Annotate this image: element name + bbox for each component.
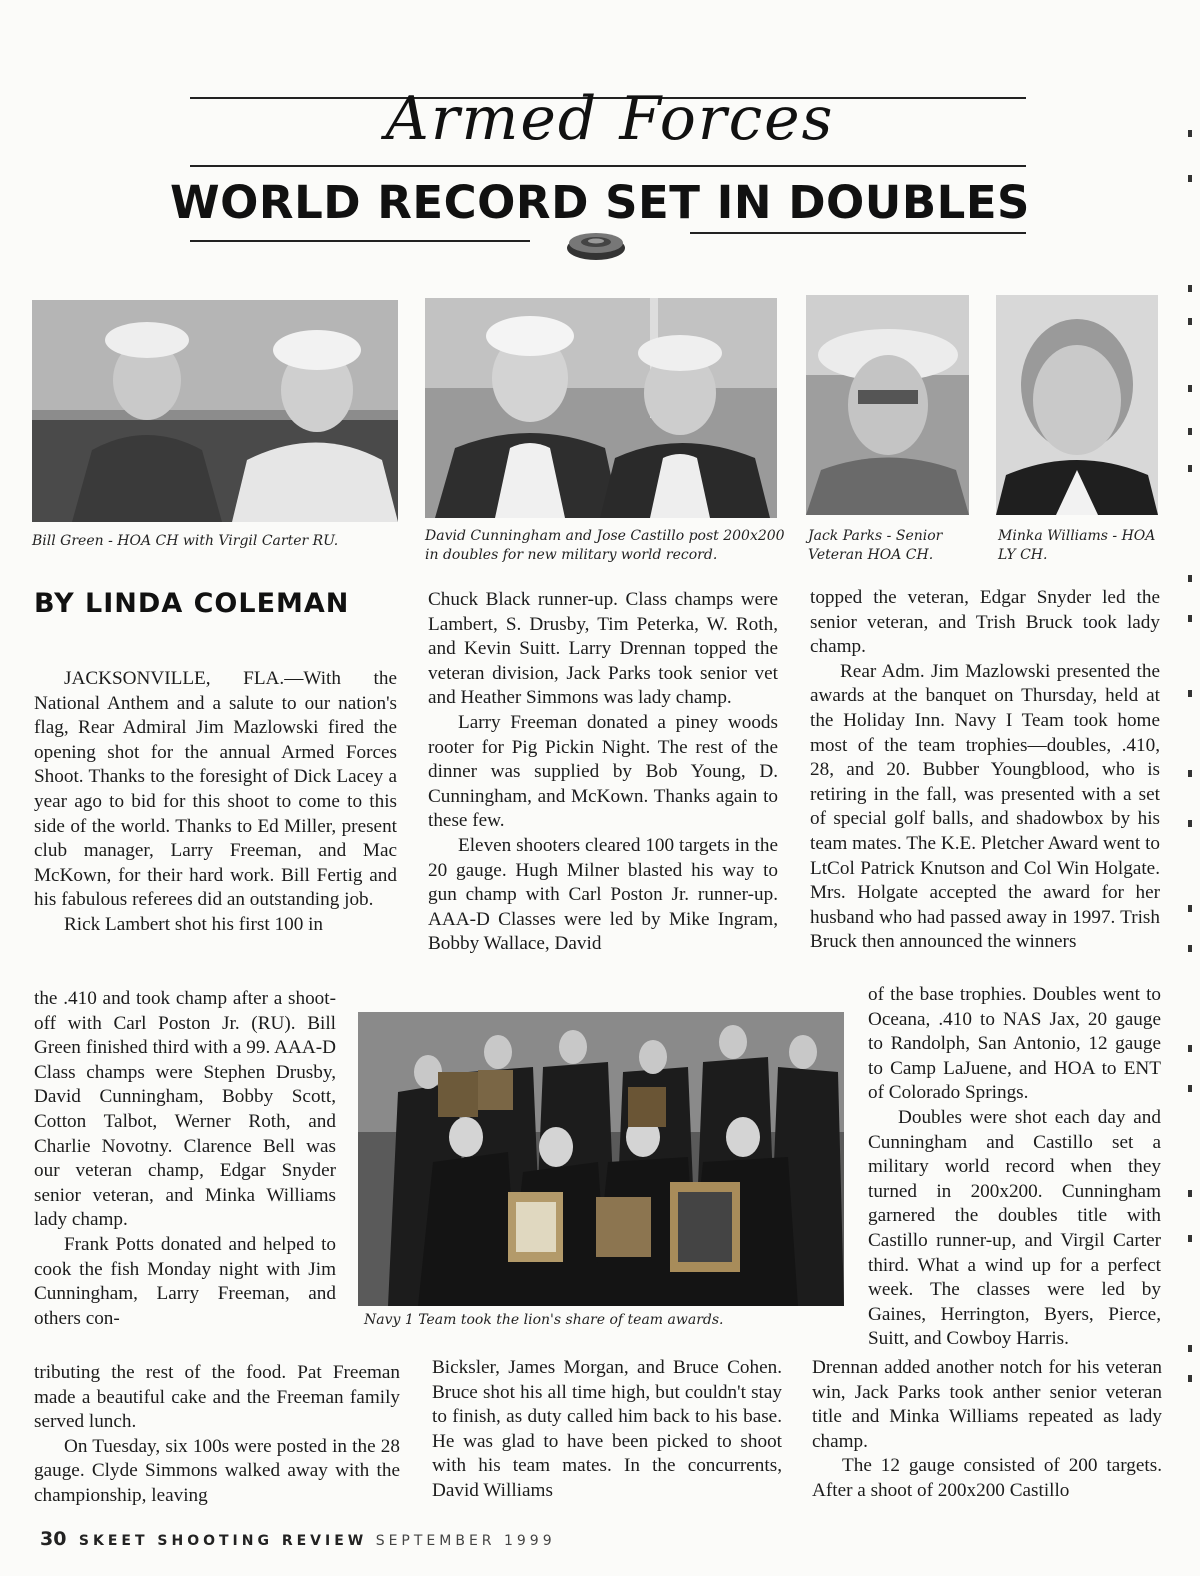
scan-mark <box>1188 575 1192 582</box>
photo5-caption: Navy 1 Team took the lion's share of team awards. <box>364 1312 724 1328</box>
col2-paragraph-4: Bicksler, James Morgan, and Bruce Cohen. Bruce shot his all time high, but couldn't stay to finish, as duty called him back to his base. He was glad to have been picked to shoot with his team mates. In the concurrents, David Williams <box>432 1357 782 1501</box>
column-3-top <box>810 586 1160 955</box>
column-1-top <box>34 667 397 938</box>
column-1-narrow <box>34 987 336 1331</box>
scan-mark <box>1188 175 1192 182</box>
col2-paragraph-2: Larry Freeman donated a piney woods rooter for Pig Pickin Night. The rest of the dinner was supplied by Bob Young, D. Cunningham, and McKown. Thanks again to these few. <box>428 711 778 832</box>
col3-paragraph-3: Doubles were shot each day and Cunningham and Castillo set a military world record when they turned in 200x200. Cunningham garnered the doubles title with Castillo runner-up, and Virgil Carter third. What a wind up for a perfect week. The classes were led by Gaines, Herrington, Byers, Pierce, Suitt, and Cowboy Harris. <box>868 1106 1161 1350</box>
col1-paragraph-1: JACKSONVILLE, FLA.—With the National Anthem and a salute to our nation's flag, Rear Admiral Jim Mazlowski fired the opening shot for the annual Armed Forces Shoot. Thanks to the foresight of Dick Lacey a year ago to bid for this shoot to come to this side of the world. Thanks to Ed Miller, present club manager, Larry Freeman, and Mac McKown, for their hard work. Bill Fertig and his fabulous referees did an outstanding job. <box>34 668 397 911</box>
scan-mark <box>1188 285 1192 292</box>
photo2-caption: David Cunningham and Jose Castillo post 200x200 in doubles for new military world record. <box>425 528 785 563</box>
col2-paragraph-1: Chuck Black runner-up. Class champs were Lambert, S. Drusby, Tim Peterka, W. Roth, and Kevin Suitt. Larry Drennan topped the veteran division, Jack Parks took senior vet and Heather Simmons was lady champ. <box>428 589 778 709</box>
scan-mark <box>1188 385 1192 392</box>
scan-mark <box>1188 1235 1192 1242</box>
scan-mark <box>1188 1085 1192 1092</box>
magazine-name: SKEET SHOOTING REVIEW <box>78 1533 368 1549</box>
scan-mark <box>1188 1190 1192 1197</box>
photo-jack-parks <box>806 295 969 515</box>
column-3-narrow <box>868 983 1161 1352</box>
col3-paragraph-5: The 12 gauge consisted of 200 targets. After a shoot of 200x200 Castillo <box>812 1455 1162 1501</box>
col1-paragraph-3-cont: tributing the rest of the food. Pat Freeman made a beautiful cake and the Freeman family served lunch. <box>34 1362 400 1433</box>
photo4-caption: Minka Williams - HOA LY CH. <box>998 528 1156 563</box>
clay-target-icon <box>565 228 627 262</box>
col2-paragraph-3: Eleven shooters cleared 100 targets in the 20 gauge. Hugh Milner blasted his way to gun champ with Carl Poston Jr. runner-up. AAA-D Classes were led by Mike Ingram, Bobby Wallace, David <box>428 834 778 955</box>
scan-mark <box>1188 1375 1192 1382</box>
scan-mark <box>1188 945 1192 952</box>
scan-mark <box>1188 820 1192 827</box>
photo-cunningham-castillo <box>425 298 777 518</box>
page-number: 30 <box>40 1528 67 1550</box>
col1-paragraph-2-start: Rick Lambert shot his first 100 in <box>64 913 324 935</box>
column-3-bottom <box>812 1356 1162 1504</box>
script-title: Armed Forces <box>385 84 835 154</box>
column-2-bottom <box>432 1356 782 1504</box>
col3-paragraph-4: Drennan added another notch for his veteran win, Jack Parks took anther senior veteran title and Minka Williams repeated as lady champ. <box>812 1357 1162 1452</box>
byline: BY LINDA COLEMAN <box>34 588 350 619</box>
col3-paragraph-2-start: Rear Adm. Jim Mazlowski presented the awards at the banquet on Thursday, held at the Holiday Inn. Navy I Team took home most of the team trophies—doubles, .410, 28, and 20. Bubber Youngblood, who is retiring in the fall, was presented with a set of special golf balls, and shadowbox by his team mates. The K.E. Pletcher Award went to LtCol Patrick Knutson and Col Win Holgate. Mrs. Holgate accepted the award for her husband who had passed away in 1997. Trish Bruck then announced the winners <box>810 660 1160 953</box>
column-2-top <box>428 588 778 957</box>
col3-paragraph-1: topped the veteran, Edgar Snyder led the senior veteran, and Trish Bruck took lady champ. <box>810 587 1160 658</box>
scan-mark <box>1188 1345 1192 1352</box>
scan-mark <box>1188 615 1192 622</box>
page-footer <box>40 1528 556 1550</box>
header-rule-bottom-left <box>190 240 530 242</box>
header-rule-bottom-right <box>690 232 1026 234</box>
column-1-bottom <box>34 1361 400 1509</box>
scan-mark <box>1188 690 1192 697</box>
scan-mark <box>1188 130 1192 137</box>
scan-mark <box>1188 318 1192 325</box>
photo-minka-williams <box>996 295 1158 515</box>
photo-bill-green-virgil-carter <box>32 300 398 522</box>
issue-date: SEPTEMBER 1999 <box>375 1533 556 1549</box>
photo1-caption: Bill Green - HOA CH with Virgil Carter RU. <box>32 533 339 549</box>
scan-mark <box>1188 905 1192 912</box>
photo-navy-1-team <box>358 1012 844 1306</box>
header-rule-middle <box>190 165 1026 167</box>
photo3-caption: Jack Parks - Senior Veteran HOA CH. <box>808 528 943 563</box>
headline: WORLD RECORD SET IN DOUBLES <box>170 176 1030 229</box>
col1-paragraph-3-start: Frank Potts donated and helped to cook the fish Monday night with Jim Cunningham, Larry Freeman, and others con- <box>34 1233 336 1329</box>
scan-mark <box>1188 428 1192 435</box>
scan-mark <box>1188 1045 1192 1052</box>
scan-mark <box>1188 770 1192 777</box>
col1-paragraph-4: On Tuesday, six 100s were posted in the 28 gauge. Clyde Simmons walked away with the championship, leaving <box>34 1435 400 1506</box>
col3-paragraph-2-cont: of the base trophies. Doubles went to Oceana, .410 to NAS Jax, 20 gauge to Randolph, San Antonio, 12 gauge to Camp LaJuene, and HOA to ENT of Colorado Springs. <box>868 984 1161 1104</box>
col1-paragraph-2-cont: the .410 and took champ after a shoot-off with Carl Poston Jr. (RU). Bill Green finished third with a 99. AAA-D Class champs were Stephen Drusby, David Cunningham, Bobby Scott, Cotton Talbot, Werner Roth, and Charlie Novotny. Clarence Bell was our veteran champ, Edgar Snyder senior veteran, and Minka Williams lady champ. <box>34 988 336 1231</box>
scan-mark <box>1188 465 1192 472</box>
